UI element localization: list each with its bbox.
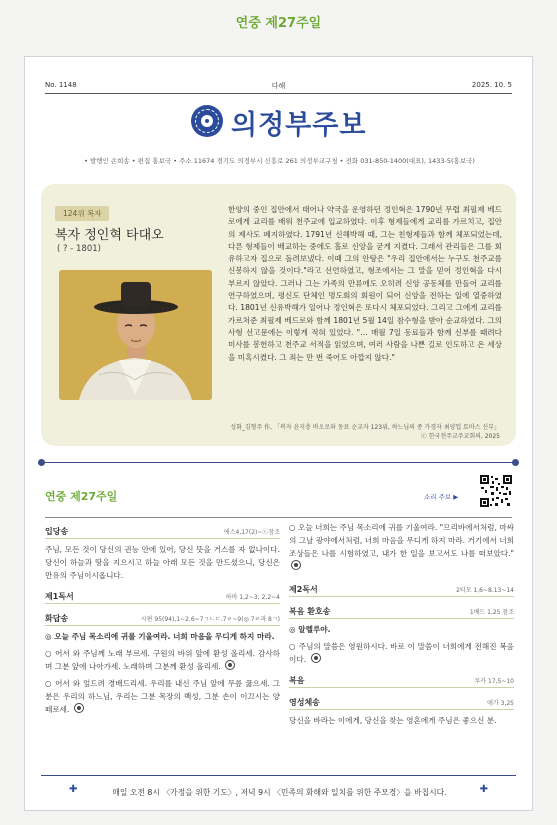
response-mark-icon	[225, 660, 235, 670]
communion-text: 당신을 바라는 이에게, 당신을 찾는 영혼에게 주님은 좋으신 분.	[289, 716, 497, 725]
entrance-text: 주님, 모든 것이 당신의 권능 안에 있어, 당신 뜻을 거스를 자 없나이다. 당신이 하늘과 땅을 지으시고 하늘 아래 모든 것을 만드셨으니, 당신은 만유의 주님이시옵니다.	[45, 545, 280, 580]
bulletin-title: 의정부주보	[231, 110, 367, 141]
cross-icon: ✚	[479, 784, 488, 795]
masthead-rule	[45, 93, 512, 94]
saint-portrait	[59, 270, 212, 400]
acclamation-response: ◎ 알렐루야.	[289, 625, 331, 634]
psalm-verse: ○ 어서 와 엎드려 경배드리세. 우리를 내신 주님 앞에 무릎 꿇으세. 그분은 우리의 하느님, 우리는 그분 목장의 백성, 그분 손이 이끄시는 양 떼로세.	[45, 679, 280, 714]
issue-date: 2025. 10. 5	[471, 81, 512, 89]
response-mark-icon	[291, 560, 301, 570]
divider-dot-left	[38, 459, 45, 466]
section-divider	[41, 462, 516, 463]
divider-dot-right	[512, 459, 519, 466]
publisher-info: • 발행인 손희송 • 편집 홍보국 • 주소 11674 경기도 의정부시 신흥로 261 의정부교구청 • 전화 031-850-1400(대표), 1433-5(홍보국)	[84, 157, 475, 165]
saint-biography: 한양의 중인 집안에서 태어나 약국을 운영하던 정인혁은 1790년 무렵 최필제 베드로에게 교리를 배워 천주교에 입교하였다. 이후 형제들에게 교리를 가르치고, 집안의 제사도 폐지하였다. 1791년 신해박해 때, 그는 친형제들과 함께 체포되었는데, 다른 형제들이 배교하는 중에도 홀로 신앙을 굳게 지켰다. 그래서 관리들은 그를 회유하고자 집으로 돌려보냈다. 이때 그의 안탕은 "우리 집안에서는 누구도 천주교를 신봉하지 않을 것이다."라고 선언하였고, 형조에서는 그 말을 믿어 정인혁을 다시 부르지 않았다. 그러나 그는 가족의 만류에도 오히려 신앙 공동체를 만들어 교리를 연구하였으며, 평신도 단체인 명도회의 회원이 되어 신앙을 전하는 일에 열중하였다. 1801년 신유박해가 일어나 정인혁은 또다시 체포되었다. 그리고 그에게 교리를 가르쳐준 최필제 베드로와 함께 1801년 5월 14일 참수형을 받아 순교하였다. 그의 사형 선고문에는 이렇게 적혀 있었다. "… 매월 7일 동료들과 함께 신부를 때려다 미사를 봉헌하고 천주교 서적을 읽었으며, 여러 사람을 나쁜 길로 인도하고 온 세상을 미혹시켰다. 그 죄는 만 번 죽어도 아깝지 않다."	[228, 205, 502, 362]
saint-badge: 124위 복자	[55, 206, 109, 221]
liturgy-title: 연중 제27주일	[45, 490, 118, 503]
psalm-verse: ○ 오늘 너희는 주님 목소리에 귀를 기울여라. "므리바에서처럼, 마싸의 그날 광야에서처럼, 너희 마음을 무디게 하지 마라. 거기에서 너희 조상들은 나를 시험하였고, 내가 한 일을 보고서도 나를 떠보았다."	[289, 521, 514, 573]
liturgy-rule	[45, 517, 512, 518]
psalm-verse: ○ 어서 와 주님께 노래 부르세. 구원의 바위 앞에 환성 올리세. 감사하며 그분 앞에 나아가세. 노래하며 그분께 환성 올리세.	[45, 649, 280, 671]
footer-rule	[41, 775, 516, 776]
saint-years: ( ? - 1801)	[57, 244, 101, 254]
prayer-reminder: 매일 오전 8시 〈가정을 위한 기도〉, 저녁 9시 〈민족의 화해와 일치를 위한 주모경〉을 바칩시다.	[112, 788, 447, 797]
gospel-heading: 복음 루카 17,5~10	[289, 672, 514, 688]
bulletin-page	[24, 56, 533, 811]
communion-heading: 영성체송 애가 3,25	[289, 694, 514, 710]
reading1-heading: 제1독서 하바 1,2~3; 2,2~4	[45, 588, 280, 604]
qr-code-icon[interactable]	[480, 475, 512, 507]
page-title: 연중 제27주일	[235, 16, 322, 31]
image-credit: 성화_김형주 作, 「복자 윤지충 바오로와 동료 순교자 123위, 하느님의 종 가경자 최양업 토마스 신부」 ⓒ 한국천주교주교회의, 2025	[230, 424, 500, 440]
acclamation-verse: ○ 주님의 말씀은 영원하시다. 바로 이 말씀이 너희에게 전해진 복음이다.	[289, 642, 514, 664]
response-mark-icon	[74, 703, 84, 713]
cross-icon: ✚	[69, 784, 78, 795]
psalm-response: ◎ 오늘 주님 목소리에 귀를 기울여라. 너희 마음을 무디게 하지 마라.	[45, 632, 275, 641]
saint-feature	[41, 184, 516, 446]
saint-name: 복자 정인혁 타대오	[55, 228, 164, 243]
response-mark-icon	[311, 653, 321, 663]
audio-bulletin-link[interactable]: 소리 주보 ▶	[424, 493, 459, 501]
reading2-heading: 제2독서 2티모 1,6~8.13~14	[289, 581, 514, 597]
masthead	[25, 101, 534, 141]
liturgy-column-right	[289, 519, 514, 727]
psalm-heading: 화답송 시편 95(94),1~2.6~7ㄱㄴㄷ.7ㄹ~9(◎ 7ㄹ과 8ㄱ)	[45, 610, 280, 626]
entrance-heading: 입당송 에스4,17(2)~ⓒ참조	[45, 523, 280, 539]
seal-logo-icon	[191, 105, 223, 137]
acclamation-heading: 복음 환호송 1베드 1,25 참조	[289, 603, 514, 619]
year-cycle: 다해	[271, 82, 286, 90]
liturgy-column-left	[45, 519, 280, 716]
issue-number: No. 1148	[45, 81, 77, 89]
